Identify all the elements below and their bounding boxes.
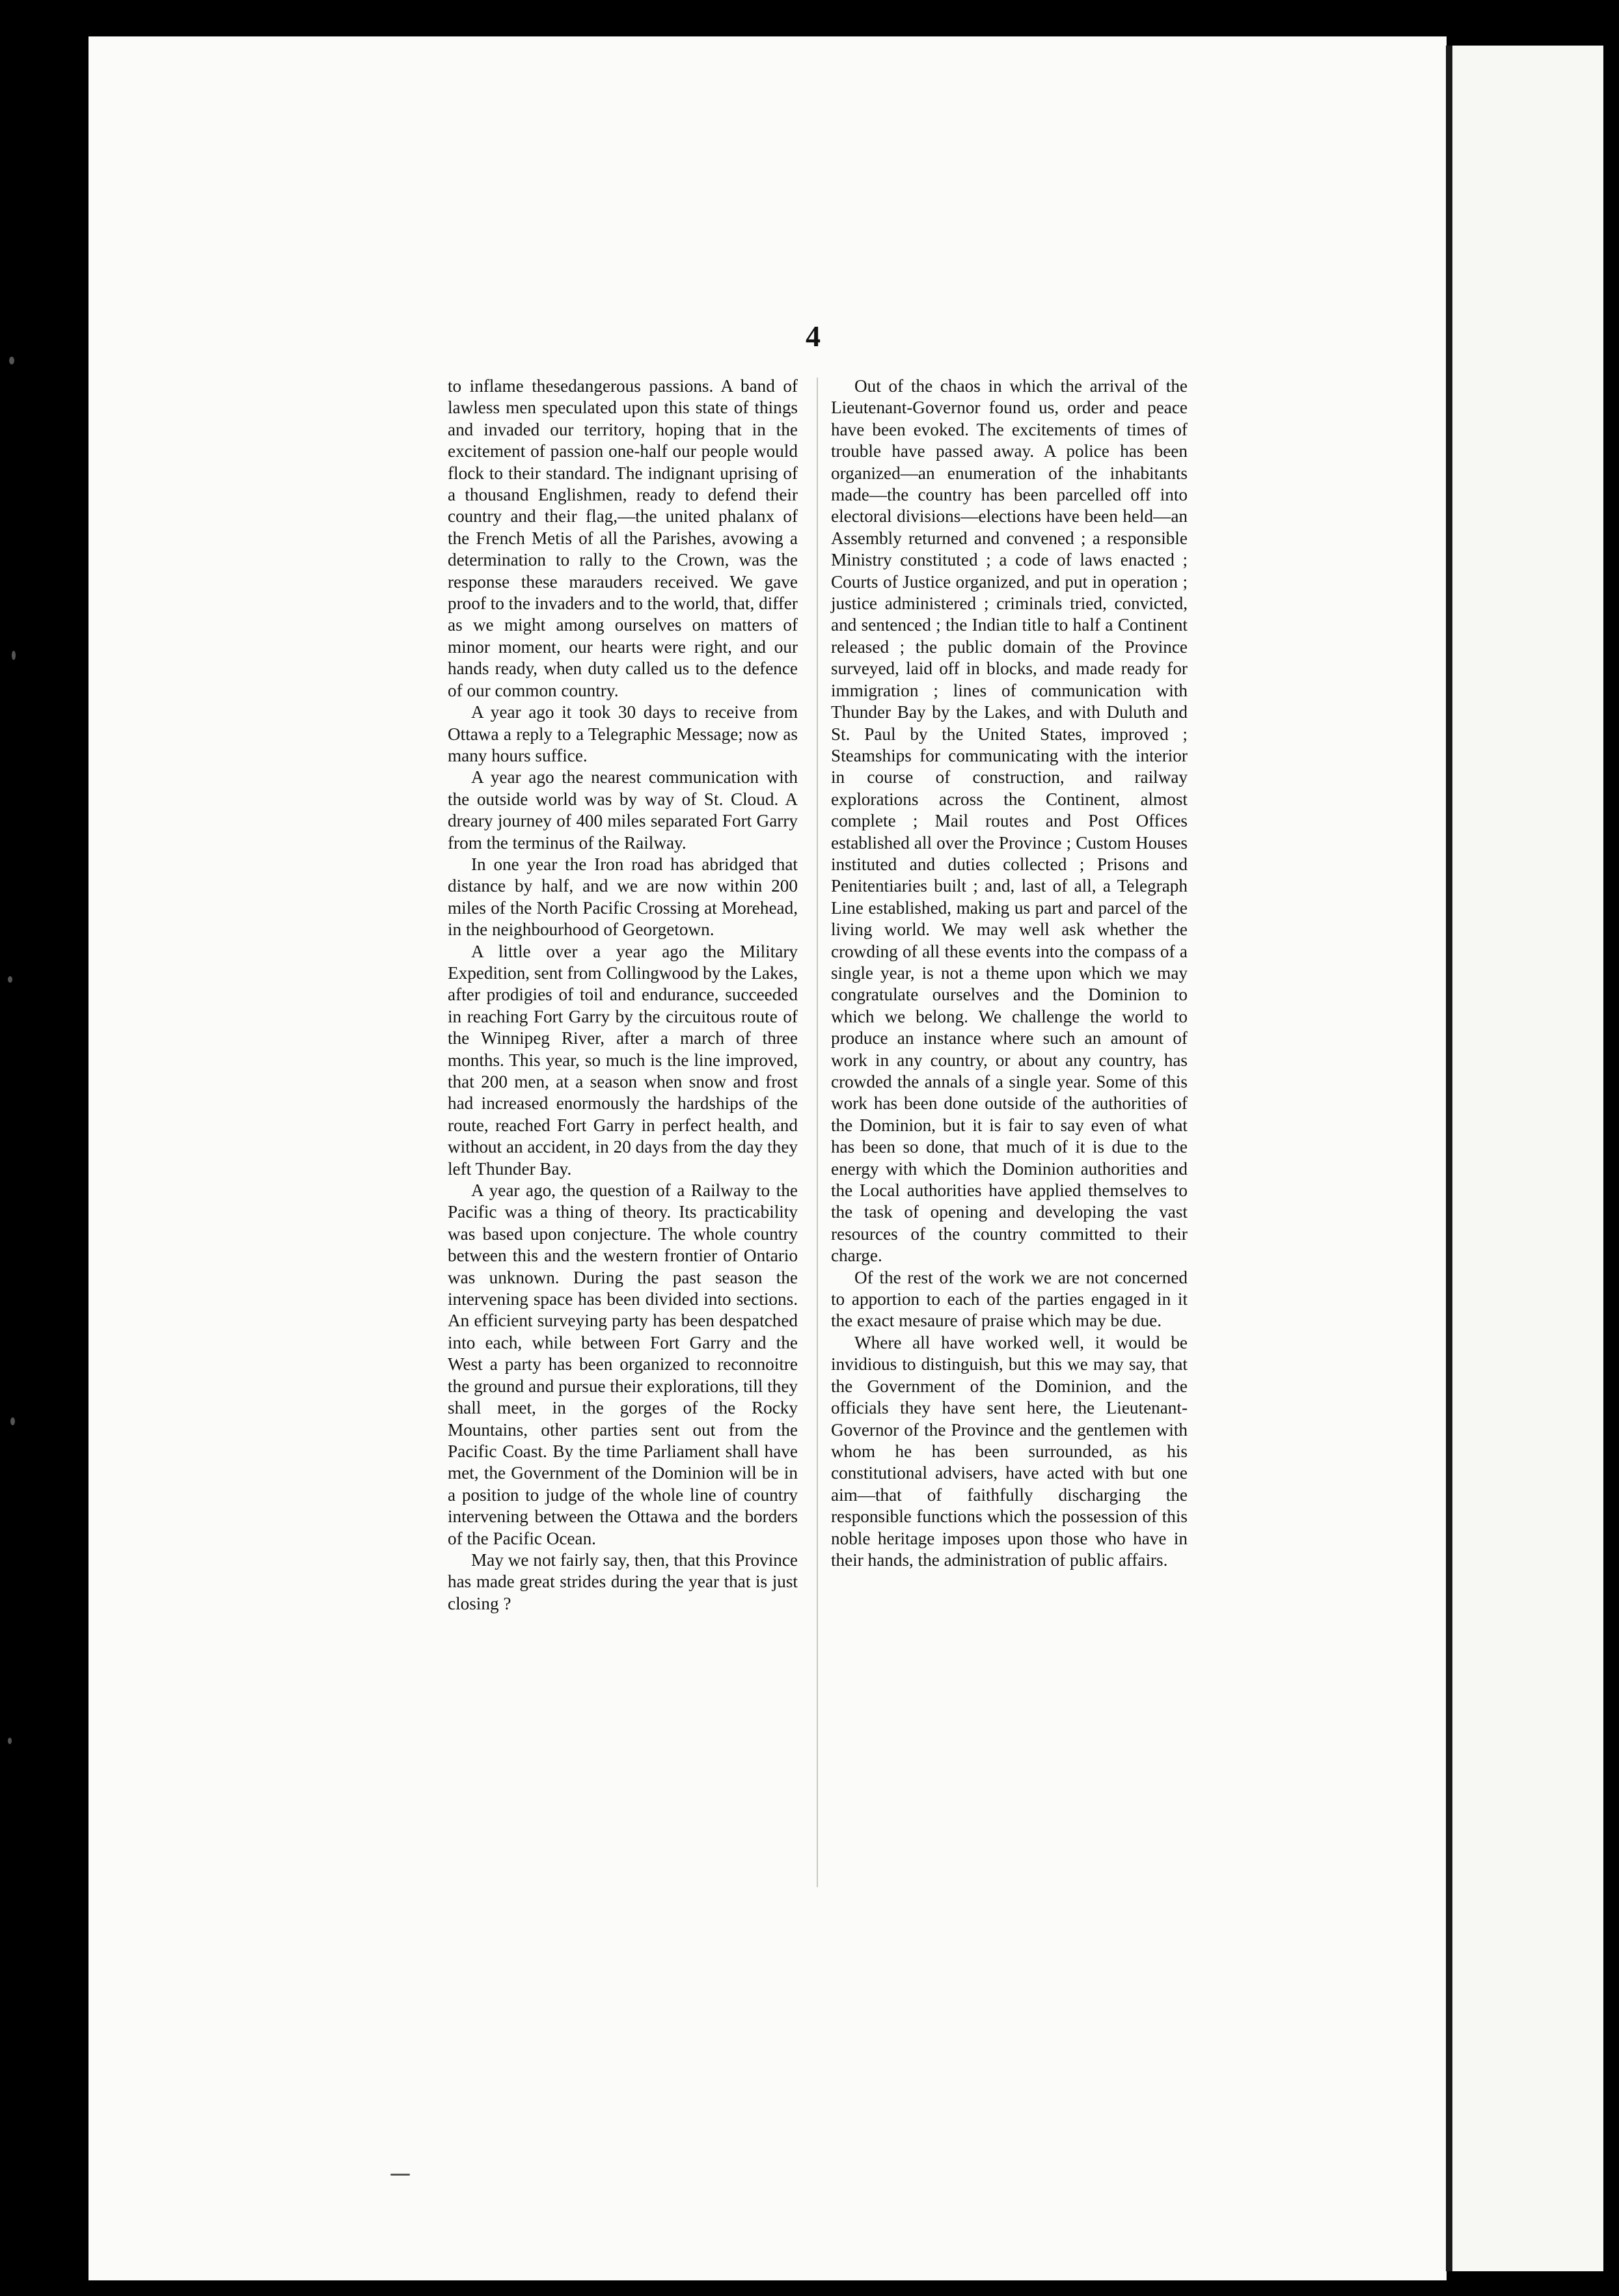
paragraph: A year ago the nearest communication with the outside world was by way of St. Cloud. A dreary journey of 400 miles separated Fort Garry from the terminus of the Railway. bbox=[448, 767, 798, 853]
facing-page-edge bbox=[1452, 46, 1603, 2271]
scan-speck bbox=[12, 651, 16, 660]
page-number: 4 bbox=[806, 320, 821, 353]
paragraph: A little over a year ago the Military Expedition, sent from Collingwood by the Lakes, after prodigies of toil and endurance, succeeded in reaching Fort Garry by the circuitous route of the Winnipeg River, after a march of three months. This year, so much is the line improved, that 200 men, at a season when snow and frost had increased enormously the hardships of the route, reached Fort Garry in perfect health, and without an accident, in 20 days from the day they left Thunder Bay. bbox=[448, 941, 798, 1179]
scan-speck bbox=[390, 2174, 410, 2176]
paragraph: Out of the chaos in which the arrival of the Lieutenant-Governor found us, order and peace have been evoked. The excitements of times of trouble have passed away. A police has been organized—an enumeration of the inhabitants made—the country has been parcelled off into electoral divisions—elections have been held—an Assembly returned and convened ; a responsible Ministry constituted ; a code of laws enacted ; Courts of Justice organized, and put in operation ; justice administered ; criminals tried, convicted, and sentenced ; the Indian title to half a Continent released ; the public domain of the Province surveyed, laid off in blocks, and made ready for immigration ; lines of communication with Thunder Bay by the Lakes, and with Duluth and St. Paul by the United States, improved ; Steamships for communicating with the interior in course of construction, and railway explorations across the Continent, almost complete ; Mail routes and Post Offices established all over the Province ; Custom Houses instituted and duties collected ; Prisons and Penitentiaries built ; and, last of all, a Telegraph Line established, making us part and parcel of the living world. We may well ask whether the crowding of all these events into the compass of a single year, is not a theme upon which we may congratulate ourselves and the Dominion to which we belong. We challenge the world to produce an instance where such an amount of work in any country, or about any country, has crowded the annals of a single year. Some of this work has been done outside of the authorities of the Dominion, but it is fair to say even of what has been so done, that much of it is due to the energy with which the Dominion authorities and the Local authorities have applied themselves to the task of opening and developing the vast resources of the country committed to their charge. bbox=[831, 376, 1188, 1266]
scan-speck bbox=[8, 976, 12, 983]
paragraph: In one year the Iron road has abridged that distance by half, and we are now within 200 miles of the North Pacific Crossing at Morehead, in the neighbourhood of Georgetown. bbox=[448, 854, 798, 940]
paragraph: Where all have worked well, it would be invidious to distinguish, but this we may say, that the Government of the Dominion, and the officials they have sent here, the Lieutenant-Governor of the Province and the gentlemen with whom he has been surrounded, as his constitutional advisers, have acted with but one aim—that of faithfully discharging the responsible functions which the possession of this noble heritage imposes upon those who have in their hands, the administration of public affairs. bbox=[831, 1332, 1188, 1570]
paragraph: May we not fairly say, then, that this Province has made great strides during the year that is just closing ? bbox=[448, 1550, 798, 1613]
scan-speck bbox=[8, 1738, 12, 1744]
paragraph: to inflame thesedangerous passions. A band of lawless men speculated upon this state of things and invaded our territory, hoping that in the excitement of passion one-half our people would flock to their standard. The indignant uprising of a thousand Englishmen, ready to defend their country and their flag,—the united phalanx of the French Metis of all the Parishes, avowing a determination to rally to the Crown, was the response these marauders received. We gave proof to the invaders and to the world, that, differ as we might among ourselves on matters of minor moment, our hearts were right, and our hands ready, when duty called us to the defence of our common country. bbox=[448, 376, 798, 700]
left-text-column bbox=[448, 376, 798, 1615]
scan-speck bbox=[10, 1417, 15, 1425]
paragraph: A year ago it took 30 days to receive from Ottawa a reply to a Telegraphic Message; now as many hours suffice. bbox=[448, 702, 798, 765]
paragraph: A year ago, the question of a Railway to the Pacific was a thing of theory. Its practicability was based upon conjecture. The whole country between this and the western frontier of Ontario was unknown. During the past season the intervening space has been divided into sections. An efficient surveying party has been despatched into each, while between Fort Garry and the West a party has been organized to reconnoitre the ground and pursue their explorations, till they shall meet, in the gorges of the Rocky Mountains, other parties sent out from the Pacific Coast. By the time Parliament shall have met, the Government of the Dominion will be in a position to judge of the whole line of country intervening between the Ottawa and the borders of the Pacific Ocean. bbox=[448, 1181, 798, 1548]
paragraph: Of the rest of the work we are not concerned to apportion to each of the parties engaged in it the exact mesaure of praise which may be due. bbox=[831, 1267, 1188, 1331]
scan-speck bbox=[9, 357, 14, 364]
column-divider bbox=[817, 377, 818, 1887]
right-text-column bbox=[831, 376, 1188, 1571]
